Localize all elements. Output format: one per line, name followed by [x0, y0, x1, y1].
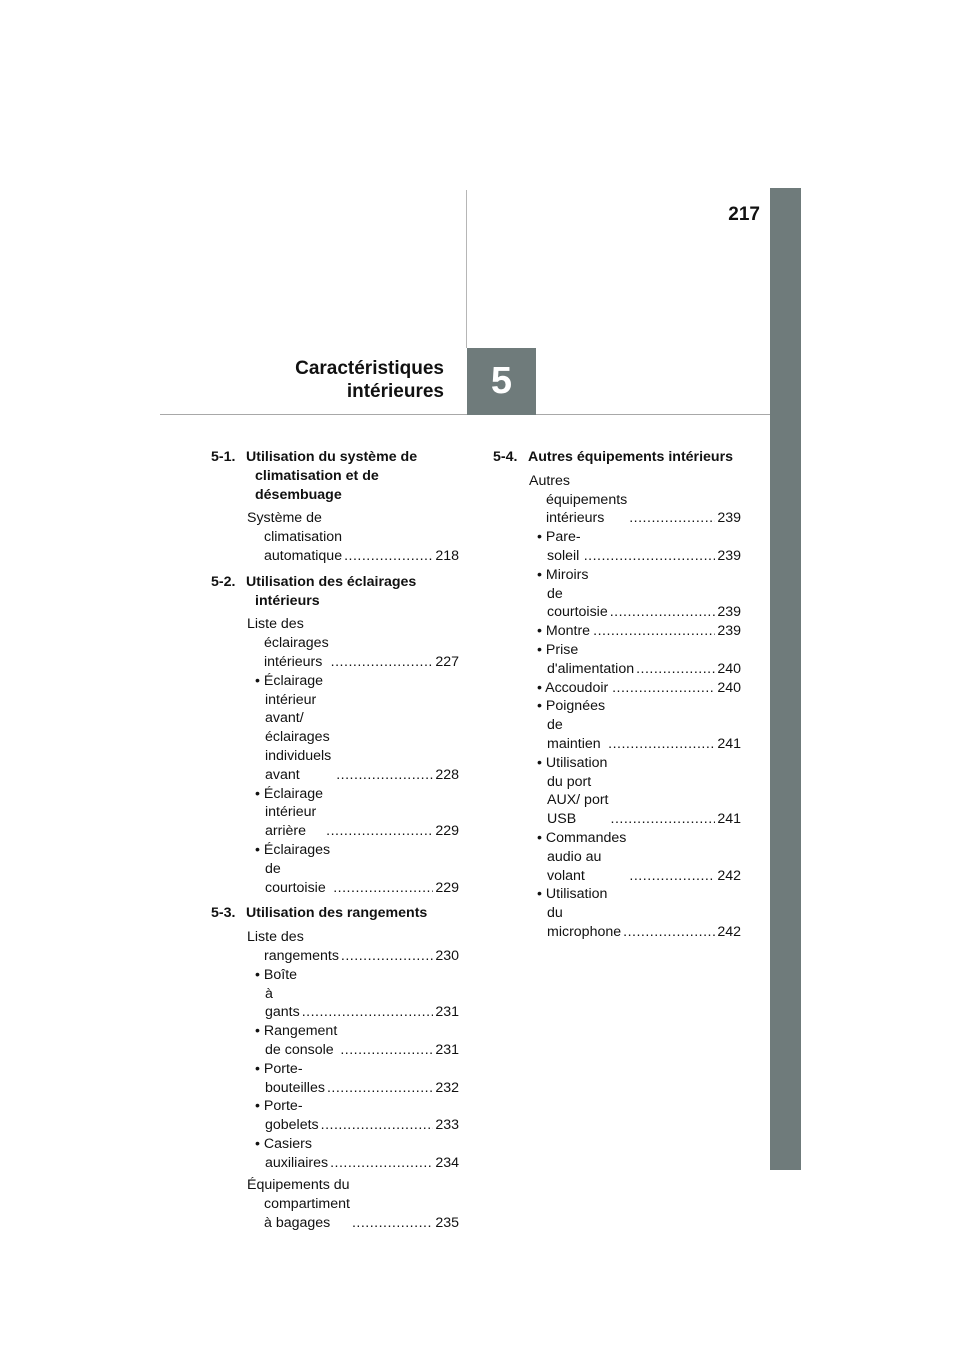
toc-column-left — [211, 448, 459, 1240]
vertical-divider — [466, 190, 467, 348]
dot-leader — [608, 735, 715, 754]
section-heading — [211, 904, 459, 923]
section-title: Autres équipements intérieurs — [528, 449, 733, 465]
toc-column-right — [493, 448, 741, 949]
entry-page-number: 239 — [717, 604, 741, 621]
entry-text: Équipements du compartiment à bagages — [247, 1177, 350, 1232]
entry-page-number: 230 — [435, 947, 459, 964]
toc-entry[interactable] — [529, 472, 741, 528]
entry-text: • Montre — [537, 623, 591, 640]
toc-entry-group — [247, 615, 459, 897]
toc-entry-group — [247, 928, 459, 1172]
toc-sub-entry[interactable] — [247, 1135, 459, 1173]
entry-page-number: 241 — [717, 735, 741, 752]
dot-leader — [352, 1214, 433, 1233]
chapter-title-line1: Caractéristiques — [295, 358, 444, 379]
entry-text: • Rangement de console — [255, 1023, 338, 1058]
entry-text: • Casiers auxiliaires — [255, 1135, 329, 1171]
dot-leader — [611, 810, 716, 829]
toc-entry[interactable] — [247, 928, 459, 966]
toc-entry-group — [247, 1176, 459, 1232]
dot-leader — [336, 766, 433, 785]
entry-page-number: 241 — [717, 811, 741, 828]
entry-page-number: 229 — [435, 823, 459, 840]
entry-text: • Accoudoir — [537, 679, 609, 696]
entry-page-number: 239 — [717, 510, 741, 527]
toc-sub-entry[interactable] — [247, 1022, 459, 1060]
dot-leader — [340, 1041, 433, 1060]
entry-text: Autres équipements intérieurs — [529, 472, 628, 527]
entry-text: • Pare-soleil — [537, 529, 581, 564]
entry-page-number: 239 — [717, 547, 741, 564]
toc-entry[interactable] — [247, 615, 459, 671]
toc-sub-entry[interactable] — [247, 672, 459, 785]
entry-page-number: 242 — [717, 923, 741, 940]
dot-leader — [610, 603, 716, 622]
section-title: Utilisation des éclairages intérieurs — [246, 573, 417, 609]
dot-leader — [333, 879, 433, 898]
entry-text: • Porte-gobelets — [255, 1098, 319, 1134]
entry-text: • Éclairages de courtoisie — [255, 841, 331, 896]
section-number: 5-4. — [493, 449, 518, 465]
toc-sub-entry[interactable] — [247, 785, 459, 841]
entry-page-number: 239 — [717, 623, 741, 640]
dot-leader — [302, 1003, 434, 1022]
section-number: 5-2. — [211, 573, 236, 590]
section-heading — [211, 573, 459, 611]
entry-page-number: 228 — [435, 766, 459, 783]
entry-page-number: 232 — [435, 1079, 459, 1096]
entry-page-number: 227 — [435, 653, 459, 670]
horizontal-divider — [160, 414, 770, 415]
entry-text: • Éclairage intérieur avant/éclairages individuels avant — [255, 672, 332, 783]
section-title: Utilisation du système de climatisation et de désembuage — [246, 449, 418, 503]
section-number: 5-3. — [211, 905, 236, 922]
chapter-title — [200, 357, 444, 403]
page-number: 217 — [728, 204, 760, 225]
toc-sub-entry[interactable] — [529, 622, 741, 641]
dot-leader — [331, 653, 434, 672]
entry-text: • Utilisation du port AUX/ port USB — [537, 754, 609, 828]
dot-leader — [629, 509, 715, 528]
entry-page-number: 240 — [717, 660, 741, 677]
toc-entry-group — [247, 509, 459, 565]
entry-page-number: 231 — [435, 1004, 459, 1021]
toc-sub-entry[interactable] — [529, 697, 741, 753]
dot-leader — [326, 822, 433, 841]
chapter-title-line2: intérieures — [346, 381, 444, 402]
dot-leader — [636, 660, 715, 679]
toc-sub-entry[interactable] — [529, 528, 741, 566]
section-heading — [211, 448, 459, 504]
toc-sub-entry[interactable] — [529, 829, 741, 885]
toc-sub-entry[interactable] — [529, 885, 741, 941]
dot-leader — [584, 547, 716, 566]
section-heading — [493, 448, 741, 467]
entry-page-number: 235 — [435, 1215, 459, 1232]
toc-section — [493, 448, 741, 942]
entry-text: • Prise d'alimentation — [537, 641, 635, 677]
dot-leader — [327, 1079, 433, 1098]
dot-leader — [321, 1116, 434, 1135]
entry-text: • Éclairage intérieur arrière — [255, 785, 324, 840]
toc-sub-entry[interactable] — [529, 566, 741, 622]
dot-leader — [341, 947, 433, 966]
entry-page-number: 229 — [435, 879, 459, 896]
toc-entry[interactable] — [247, 509, 459, 565]
toc-entry[interactable] — [247, 1176, 459, 1232]
toc-sub-entry[interactable] — [247, 841, 459, 897]
toc-sub-entry[interactable] — [529, 754, 741, 829]
dot-leader — [629, 867, 715, 886]
entry-page-number: 242 — [717, 867, 741, 884]
toc-section — [211, 448, 459, 566]
entry-text: • Boîte à gants — [255, 966, 300, 1021]
toc-section — [211, 904, 459, 1233]
entry-text: • Miroirs de courtoisie — [537, 566, 608, 621]
entry-text: Système de climatisation automatique — [247, 510, 343, 564]
dot-leader — [623, 923, 715, 942]
chapter-side-tab — [770, 188, 801, 1170]
entry-page-number: 234 — [435, 1154, 459, 1171]
toc-entry-group — [529, 472, 741, 942]
entry-text: • Porte-bouteilles — [255, 1060, 325, 1096]
toc-sub-entry[interactable] — [529, 641, 741, 679]
entry-text: • Poignées de maintien — [537, 698, 606, 752]
toc-sub-entry[interactable] — [247, 1097, 459, 1135]
section-title: Utilisation des rangements — [246, 905, 428, 922]
dot-leader — [344, 547, 433, 566]
section-number: 5-1. — [211, 449, 236, 465]
toc-sub-entry[interactable] — [529, 679, 741, 698]
entry-text: Liste des rangements — [247, 929, 339, 964]
toc-sub-entry[interactable] — [247, 1060, 459, 1098]
entry-page-number: 240 — [717, 679, 741, 696]
toc-section — [211, 573, 459, 898]
entry-page-number: 233 — [435, 1117, 459, 1134]
dot-leader — [593, 622, 715, 641]
toc-sub-entry[interactable] — [247, 966, 459, 1022]
entry-page-number: 231 — [435, 1041, 459, 1058]
entry-text: • Commandes audio au volant — [537, 829, 627, 884]
entry-text: • Utilisation du microphone — [537, 886, 622, 940]
dot-leader — [612, 679, 715, 698]
entry-page-number: 218 — [435, 547, 459, 564]
dot-leader — [330, 1154, 433, 1173]
entry-text: Liste des éclairages intérieurs — [247, 616, 329, 670]
chapter-number-box: 5 — [467, 348, 536, 415]
